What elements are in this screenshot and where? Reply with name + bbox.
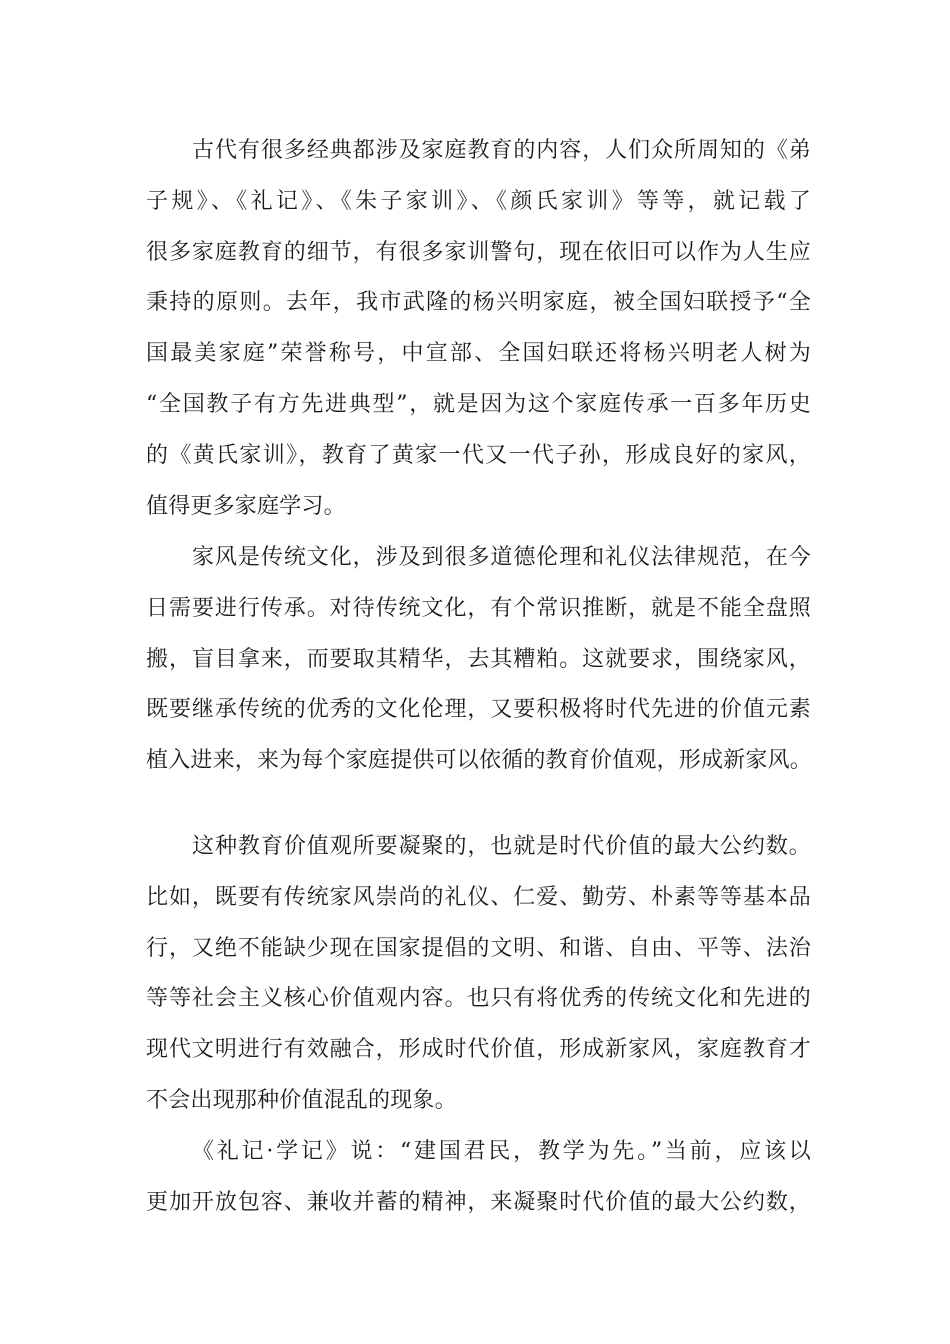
paragraph-line: 植入进来，来为每个家庭提供可以依循的教育价值观，形成新家风。 — [146, 748, 813, 774]
paragraph-line: 既要继承传统的优秀的文化伦理，又要积极将时代先进的价值元素 — [146, 697, 811, 723]
paragraph-line: 值得更多家庭学习。 — [146, 493, 346, 519]
paragraph-line: 秉持的原则。去年，我市武隆的杨兴明家庭，被全国妇联授予“全 — [146, 290, 811, 316]
paragraph-line: 《礼记·学记》说：“建国君民，教学为先。”当前，应该以 — [192, 1138, 811, 1164]
paragraph-line: “全国教子有方先进典型”，就是因为这个家庭传承一百多年历史 — [146, 391, 811, 417]
paragraph-line: 日需要进行传承。对待传统文化，有个常识推断，就是不能全盘照 — [146, 595, 811, 621]
text-block-bottom — [146, 822, 811, 1228]
paragraph-line: 等等社会主义核心价值观内容。也只有将优秀的传统文化和先进的 — [146, 986, 811, 1012]
paragraph-line: 行，又绝不能缺少现在国家提倡的文明、和谐、自由、平等、法治 — [146, 935, 811, 961]
paragraph-line: 子规》、《礼记》、《朱子家训》、《颜氏家训》等等，就记载了 — [146, 188, 811, 214]
paragraph-family-tradition — [146, 533, 811, 787]
paragraph-line: 家风是传统文化，涉及到很多道德伦理和礼仪法律规范，在今 — [192, 545, 811, 570]
paragraph-line: 古代有很多经典都涉及家庭教育的内容，人们众所周知的《弟 — [192, 138, 811, 163]
paragraph-line: 这种教育价值观所要凝聚的，也就是时代价值的最大公约数。 — [192, 834, 811, 859]
paragraph-line: 很多家庭教育的细节，有很多家训警句，现在依旧可以作为人生应 — [146, 239, 811, 265]
text-block-top — [146, 126, 811, 532]
paragraph-line: 国最美家庭”荣誉称号，中宣部、全国妇联还将杨兴明老人树为 — [146, 341, 811, 367]
paragraph-line: 更加开放包容、兼收并蓄的精神，来凝聚时代价值的最大公约数， — [146, 1189, 811, 1215]
paragraph-line: 比如，既要有传统家风崇尚的礼仪、仁爱、勤劳、朴素等等基本品 — [146, 884, 811, 910]
text-block-middle — [146, 533, 811, 787]
paragraph-line: 不会出现那种价值混乱的现象。 — [146, 1087, 457, 1113]
paragraph-core-values — [146, 822, 811, 1127]
paragraph-line: 的《黄氏家训》，教育了黄家一代又一代子孙，形成良好的家风， — [146, 442, 811, 468]
paragraph-line: 搬，盲目拿来，而要取其精华，去其糟粕。这就要求，围绕家风， — [146, 646, 811, 672]
paragraph-family-classics — [146, 126, 811, 532]
paragraph-liji-quote — [146, 1127, 811, 1229]
paragraph-line: 现代文明进行有效融合，形成时代价值，形成新家风，家庭教育才 — [146, 1037, 811, 1063]
